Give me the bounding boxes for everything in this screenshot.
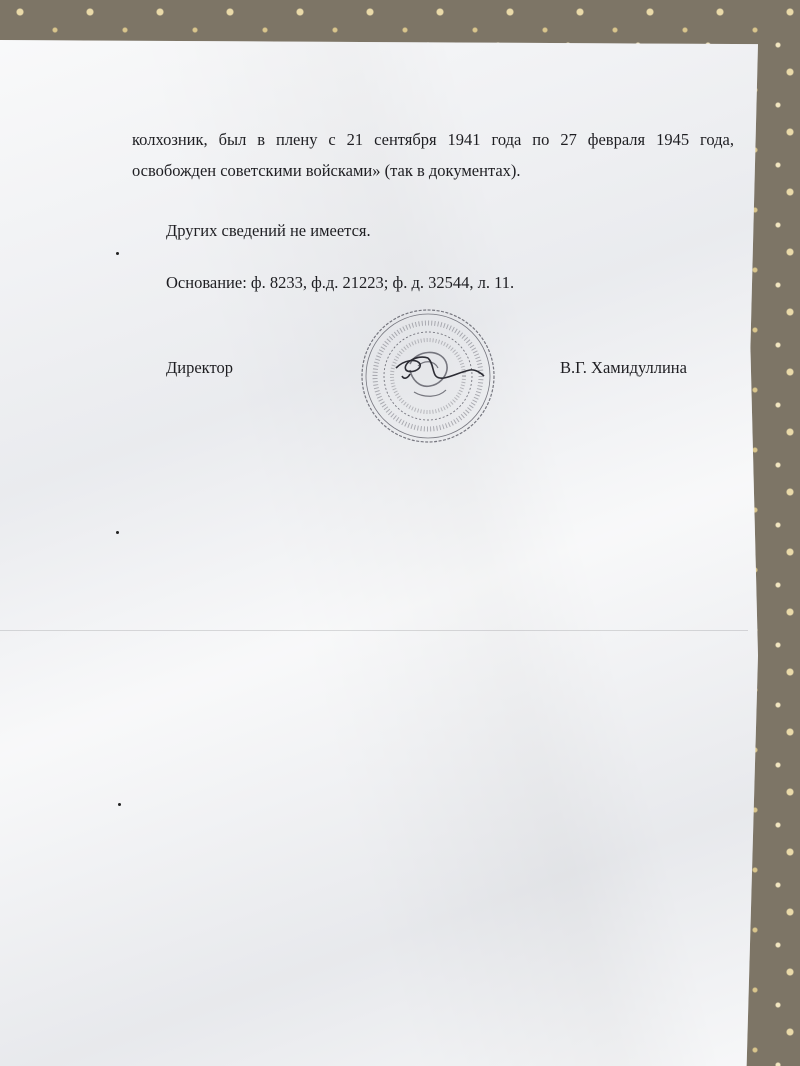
handwritten-signature [396, 357, 484, 378]
signatory-name: В.Г. Хамидуллина [560, 358, 687, 377]
no-other-info-text: Других сведений не имеется. [166, 221, 371, 240]
paper-sheet [0, 40, 758, 1066]
official-seal-stamp [358, 306, 498, 446]
paragraph-line-1: колхозник, был в плену с 21 сентября 1941 года по 27 февраля 1945 года, [132, 130, 734, 149]
punch-hole-mark [116, 252, 119, 255]
punch-hole-mark [116, 531, 119, 534]
basis-text: Основание: ф. 8233, ф.д. 21223; ф. д. 32544, л. 11. [166, 273, 515, 292]
signatory-title: Директор [166, 358, 233, 377]
paragraph-line-2: освобожден советскими войсками» (так в документах). [132, 161, 521, 180]
fold-crease [0, 630, 748, 631]
punch-hole-mark [118, 803, 121, 806]
